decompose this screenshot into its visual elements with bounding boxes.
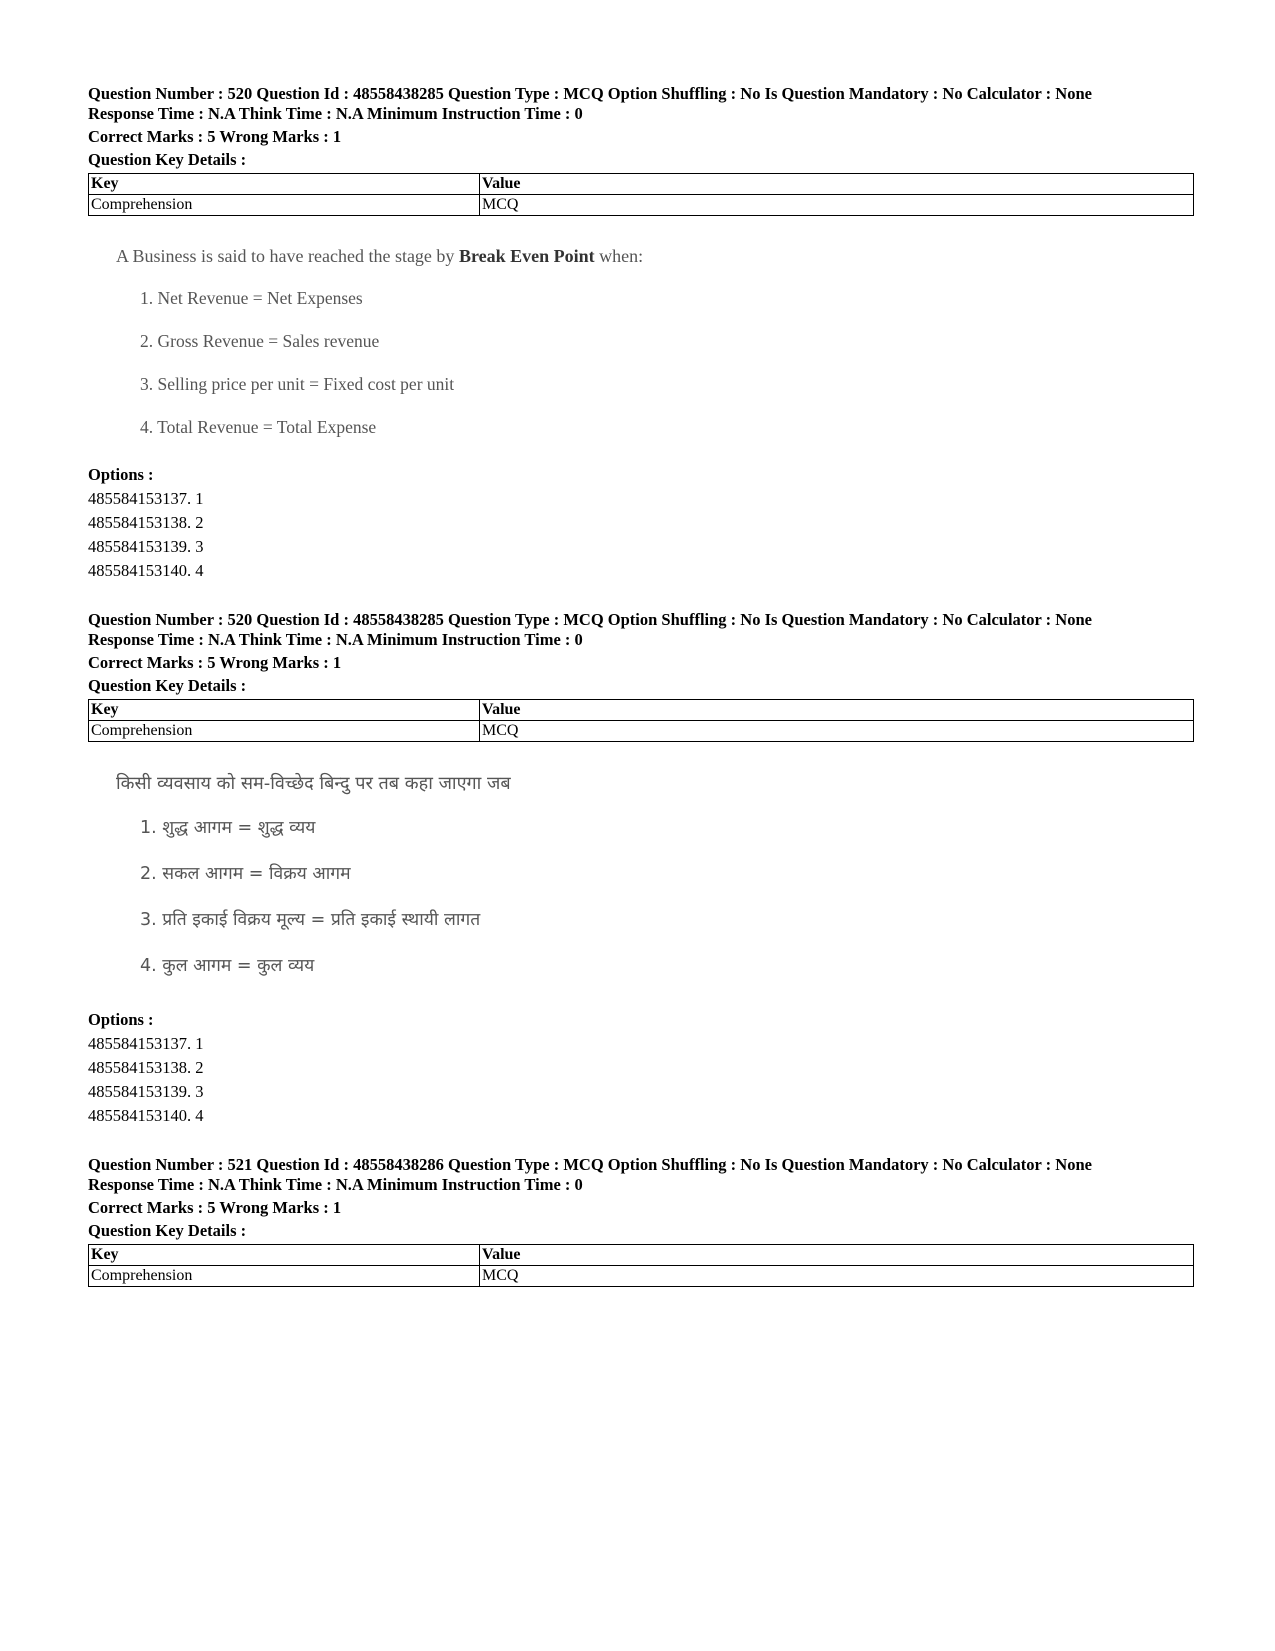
question-meta [88,1155,1194,1195]
question-header-520-b [88,610,1194,742]
question-key-table [88,699,1194,742]
question-meta-line-2: Response Time : N.A Think Time : N.A Minimum Instruction Time : 0 [88,1175,583,1194]
statement-3: 3. Selling price per unit = Fixed cost per unit [140,374,455,394]
option-item: 485584153139. 3 [88,1082,204,1101]
key-table-header-value: Value [480,174,1194,195]
key-table-cell-value: MCQ [480,721,1194,742]
key-table-header-key: Key [89,700,480,721]
option-item: 485584153140. 4 [88,561,204,580]
option-item: 485584153139. 3 [88,537,204,556]
option-item: 485584153140. 4 [88,1106,204,1125]
key-table-header-row [89,1245,1194,1266]
statement-4: 4. कुल आगम = कुल व्यय [140,956,315,976]
option-item: 485584153137. 1 [88,1034,204,1053]
key-table-header-row [89,174,1194,195]
key-table-cell-value: MCQ [480,1266,1194,1287]
key-table-row [89,721,1194,742]
question-meta-line-2: Response Time : N.A Think Time : N.A Minimum Instruction Time : 0 [88,104,583,123]
question-stem-before: A Business is said to have reached the stage by [116,246,459,266]
question-meta-line-2: Response Time : N.A Think Time : N.A Minimum Instruction Time : 0 [88,630,583,649]
question-key-table [88,1244,1194,1287]
statement-4: 4. Total Revenue = Total Expense [140,417,377,437]
option-item: 485584153138. 2 [88,1058,204,1077]
statement-2: 2. Gross Revenue = Sales revenue [140,331,380,351]
key-table-header-row [89,700,1194,721]
statement-3: 3. प्रति इकाई विक्रय मूल्य = प्रति इकाई स्थायी लागत [140,910,481,930]
question-meta-line-1: Question Number : 521 Question Id : 48558438286 Question Type : MCQ Option Shuffling : No Is Question Mandatory : No Calculator : None [88,1155,1092,1174]
key-table-cell-key: Comprehension [89,195,480,216]
question-key-details-label: Question Key Details : [88,676,247,695]
statement-1: 1. शुद्ध आगम = शुद्ध व्यय [140,818,316,838]
key-table-cell-key: Comprehension [89,1266,480,1287]
question-header-521 [88,1155,1194,1287]
option-item: 485584153138. 2 [88,513,204,532]
question-stem-bold: Break Even Point [458,246,595,266]
question-marks: Correct Marks : 5 Wrong Marks : 1 [88,653,342,672]
options-list [88,463,204,583]
question-key-table [88,173,1194,216]
key-table-header-key: Key [89,1245,480,1266]
key-table-header-value: Value [480,1245,1194,1266]
statement-1: 1. Net Revenue = Net Expenses [140,288,363,308]
options-label: Options : [88,1010,154,1029]
question-marks: Correct Marks : 5 Wrong Marks : 1 [88,127,342,146]
options-list [88,1008,204,1128]
question-stem: किसी व्यवसाय को सम-विच्छेद बिन्दु पर तब कहा जाएगा जब [116,773,511,794]
key-table-row [89,195,1194,216]
option-item: 485584153137. 1 [88,489,204,508]
key-table-header-value: Value [480,700,1194,721]
key-table-cell-key: Comprehension [89,721,480,742]
question-key-details-label: Question Key Details : [88,150,247,169]
question-key-details-label: Question Key Details : [88,1221,247,1240]
question-image-english [116,245,643,438]
options-label: Options : [88,465,154,484]
question-meta-line-1: Question Number : 520 Question Id : 48558438285 Question Type : MCQ Option Shuffling : No Is Question Mandatory : No Calculator : None [88,610,1092,629]
key-table-cell-value: MCQ [480,195,1194,216]
question-stem [116,245,643,267]
question-marks: Correct Marks : 5 Wrong Marks : 1 [88,1198,342,1217]
question-meta [88,84,1194,124]
question-stem-after: when: [594,246,644,266]
question-meta-line-1: Question Number : 520 Question Id : 48558438285 Question Type : MCQ Option Shuffling : No Is Question Mandatory : No Calculator : None [88,84,1092,103]
question-header-520-a [88,84,1194,216]
question-image-hindi [116,773,511,977]
key-table-row [89,1266,1194,1287]
statement-2: 2. सकल आगम = विक्रय आगम [140,864,351,884]
key-table-header-key: Key [89,174,480,195]
question-meta [88,610,1194,650]
